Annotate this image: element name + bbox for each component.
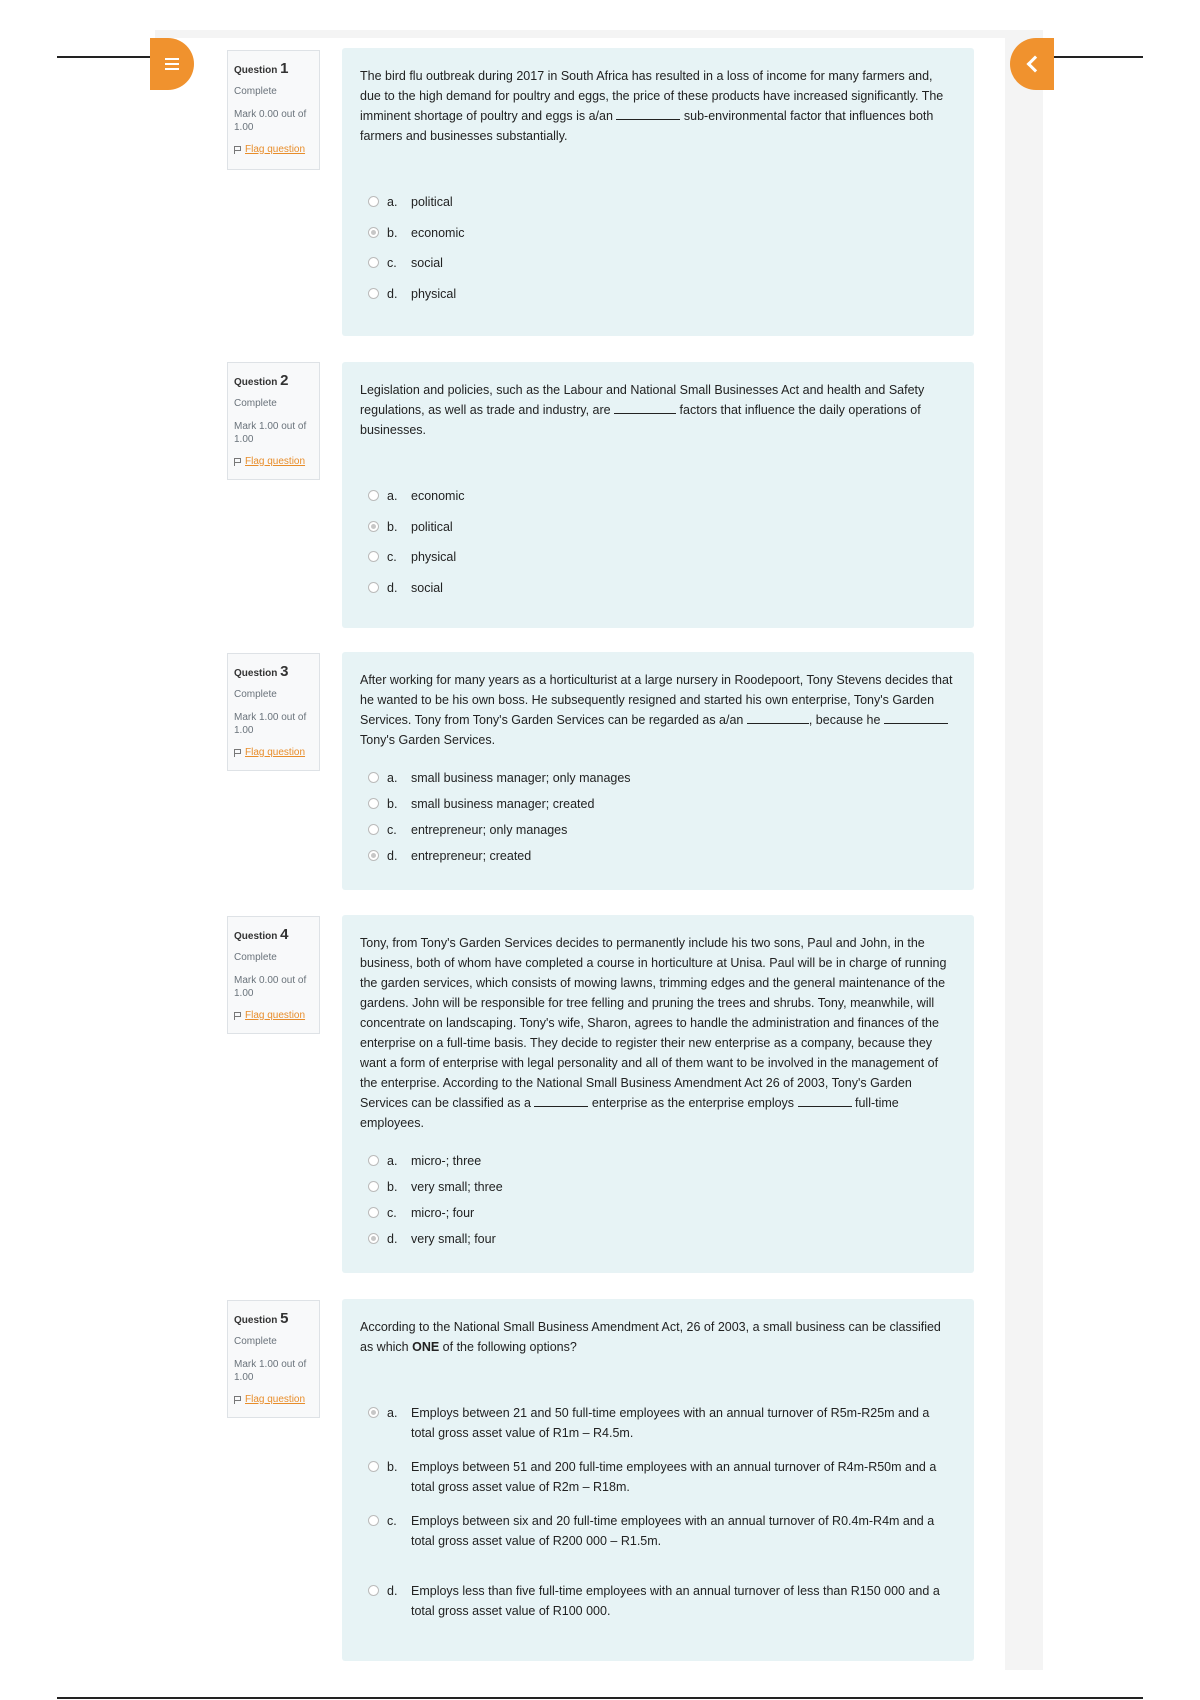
answer-option-a[interactable]: a. Employs between 21 and 50 full-time employees with an annual turnover of R5m-R25m and a total gross asset value of R1m – R4.5m. (368, 1403, 956, 1443)
answer-option-b[interactable]: b. political (368, 517, 956, 537)
chevron-left-icon (1026, 56, 1043, 73)
question-state: Complete (234, 1336, 277, 1348)
question-content-3 (342, 652, 974, 890)
question-info-2 (227, 362, 320, 480)
flag-question-link[interactable]: Flag question (245, 1009, 306, 1021)
answer-option-b[interactable]: b. very small; three (368, 1177, 956, 1197)
radio-button-selected[interactable] (368, 227, 379, 238)
question-number: Question 3 (234, 663, 289, 680)
question-content-4 (342, 915, 974, 1273)
flag-icon (234, 458, 241, 466)
answer-option-d[interactable]: d. social (368, 578, 956, 598)
answer-option-c[interactable]: c. physical (368, 547, 956, 567)
answer-option-a[interactable]: a. micro-; three (368, 1151, 956, 1171)
answer-option-d[interactable]: d. entrepreneur; created (368, 846, 956, 866)
answer-option-c[interactable]: c. entrepreneur; only manages (368, 820, 956, 840)
answer-option-a[interactable]: a. political (368, 192, 956, 212)
radio-button[interactable] (368, 551, 379, 562)
question-info-3 (227, 653, 320, 771)
flag-question[interactable] (234, 143, 313, 157)
question-state: Complete (234, 952, 277, 964)
question-number: Question 5 (234, 1310, 289, 1327)
flag-question[interactable] (234, 746, 313, 760)
question-state: Complete (234, 86, 277, 98)
answer-blank (884, 711, 948, 724)
answer-option-a[interactable]: a. economic (368, 486, 956, 506)
radio-button[interactable] (368, 1155, 379, 1166)
flag-question[interactable] (234, 1009, 313, 1023)
flag-question[interactable] (234, 1393, 313, 1407)
radio-button[interactable] (368, 798, 379, 809)
question-content-1 (342, 48, 974, 336)
question-grade: Mark 0.00 out of 1.00 (234, 108, 307, 134)
question-text: After working for many years as a horticulturist at a large nursery in Roodepoort, Tony Stevens decides that he wanted to be his own boss. He subsequently resigned and started his own enterprise, Tony's Garden Services. Tony from Tony's Garden Services can be regarded as a/an , because he Tony's Garden Services. (360, 673, 953, 747)
flag-icon (234, 749, 241, 757)
question-info-5 (227, 1300, 320, 1418)
bottom-rule (57, 1697, 1143, 1699)
answer-blank (616, 107, 680, 120)
flag-icon (234, 1012, 241, 1020)
question-info-4 (227, 916, 320, 1034)
flag-question[interactable] (234, 455, 313, 469)
question-number: Question 2 (234, 372, 289, 389)
answer-options (368, 486, 956, 598)
answer-option-b[interactable]: b. small business manager; created (368, 794, 956, 814)
question-text: The bird flu outbreak during 2017 in South Africa has resulted in a loss of income for many farmers and, due to the high demand for poultry and eggs, the price of these products have increased significantly. The imminent shortage of poultry and eggs is a/an sub-environmental factor that influences both farmers and businesses substantially. (360, 69, 944, 143)
question-grade: Mark 0.00 out of 1.00 (234, 974, 307, 1000)
radio-button-selected[interactable] (368, 850, 379, 861)
flag-question-link[interactable]: Flag question (245, 143, 306, 155)
flag-question-link[interactable]: Flag question (245, 746, 306, 758)
radio-button[interactable] (368, 1585, 379, 1596)
answer-options (368, 1403, 956, 1621)
answer-blank (614, 401, 676, 414)
question-info-1 (227, 50, 320, 170)
answer-options (368, 1151, 956, 1249)
question-number: Question 4 (234, 926, 289, 943)
answer-options (368, 192, 956, 304)
radio-button[interactable] (368, 1461, 379, 1472)
radio-button[interactable] (368, 772, 379, 783)
flag-question-link[interactable]: Flag question (245, 1393, 306, 1405)
radio-button[interactable] (368, 1515, 379, 1526)
radio-button[interactable] (368, 257, 379, 268)
answer-option-b[interactable]: b. Employs between 51 and 200 full-time employees with an annual turnover of R4m-R50m and a total gross asset value of R2m – R18m. (368, 1457, 956, 1497)
radio-button[interactable] (368, 1207, 379, 1218)
question-number: Question 1 (234, 60, 289, 77)
radio-button[interactable] (368, 196, 379, 207)
radio-button[interactable] (368, 1181, 379, 1192)
page-top-strip (155, 30, 1043, 38)
answer-blank (534, 1094, 588, 1107)
radio-button-selected[interactable] (368, 1233, 379, 1244)
question-grade: Mark 1.00 out of 1.00 (234, 1358, 307, 1384)
answer-blank (747, 711, 809, 724)
hamburger-icon (165, 58, 179, 70)
flag-icon (234, 146, 241, 154)
radio-button-selected[interactable] (368, 1407, 379, 1418)
question-content-5 (342, 1299, 974, 1661)
answer-option-c[interactable]: c. social (368, 253, 956, 273)
answer-option-d[interactable]: d. physical (368, 284, 956, 304)
answer-option-a[interactable]: a. small business manager; only manages (368, 768, 956, 788)
answer-option-d[interactable]: d. Employs less than five full-time employees with an annual turnover of less than R150 000 and a total gross asset value of R100 000. (368, 1581, 956, 1621)
answer-option-d[interactable]: d. very small; four (368, 1229, 956, 1249)
answer-option-c[interactable]: c. micro-; four (368, 1203, 956, 1223)
question-grade: Mark 1.00 out of 1.00 (234, 711, 307, 737)
question-grade: Mark 1.00 out of 1.00 (234, 420, 307, 446)
question-text: Tony, from Tony's Garden Services decides to permanently include his two sons, Paul and John, in the business, both of whom have completed a course in horticulture at Unisa. Paul will be in charge of running the garden services, which consists of mowing lawns, trimming edges and the general maintenance of the gardens. John will be responsible for tree felling and pruning the trees and shrubs. Tony, meanwhile, will concentrate on landscaping. Tony's wife, Sharon, agrees to handle the administration and finances of the enterprise on a full-time basis. They decide to register their new enterprise as a company, because they want a form of enterprise with legal personality and all of them want to be involved in the management of the enterprise. According to the National Small Business Amendment Act 26 of 2003, Tony's Garden Services can be classified as a enterprise as the enterprise employs full-time employees. (360, 936, 947, 1130)
question-text: Legislation and policies, such as the Labour and National Small Businesses Act and health and Safety regulations, as well as trade and industry, are factors that influence the daily operations of businesses. (360, 383, 925, 437)
radio-button[interactable] (368, 824, 379, 835)
top-rule-right (1043, 56, 1143, 58)
top-rule-left (57, 56, 155, 58)
radio-button[interactable] (368, 582, 379, 593)
question-content-2 (342, 362, 974, 628)
answer-options (368, 768, 956, 866)
answer-option-c[interactable]: c. Employs between six and 20 full-time employees with an annual turnover of R0.4m-R4m and a total gross asset value of R200 000 – R1.5m. (368, 1511, 956, 1551)
answer-option-b[interactable]: b. economic (368, 223, 956, 243)
question-text: According to the National Small Business Amendment Act, 26 of 2003, a small business can be classified as which ONE of the following options? (360, 1320, 941, 1354)
radio-button[interactable] (368, 288, 379, 299)
radio-button[interactable] (368, 490, 379, 501)
radio-button-selected[interactable] (368, 521, 379, 532)
flag-question-link[interactable]: Flag question (245, 455, 306, 467)
question-state: Complete (234, 689, 277, 701)
flag-icon (234, 1396, 241, 1404)
quiz-navigation-toggle-button[interactable] (1010, 38, 1054, 90)
question-state: Complete (234, 398, 277, 410)
answer-blank (798, 1094, 852, 1107)
